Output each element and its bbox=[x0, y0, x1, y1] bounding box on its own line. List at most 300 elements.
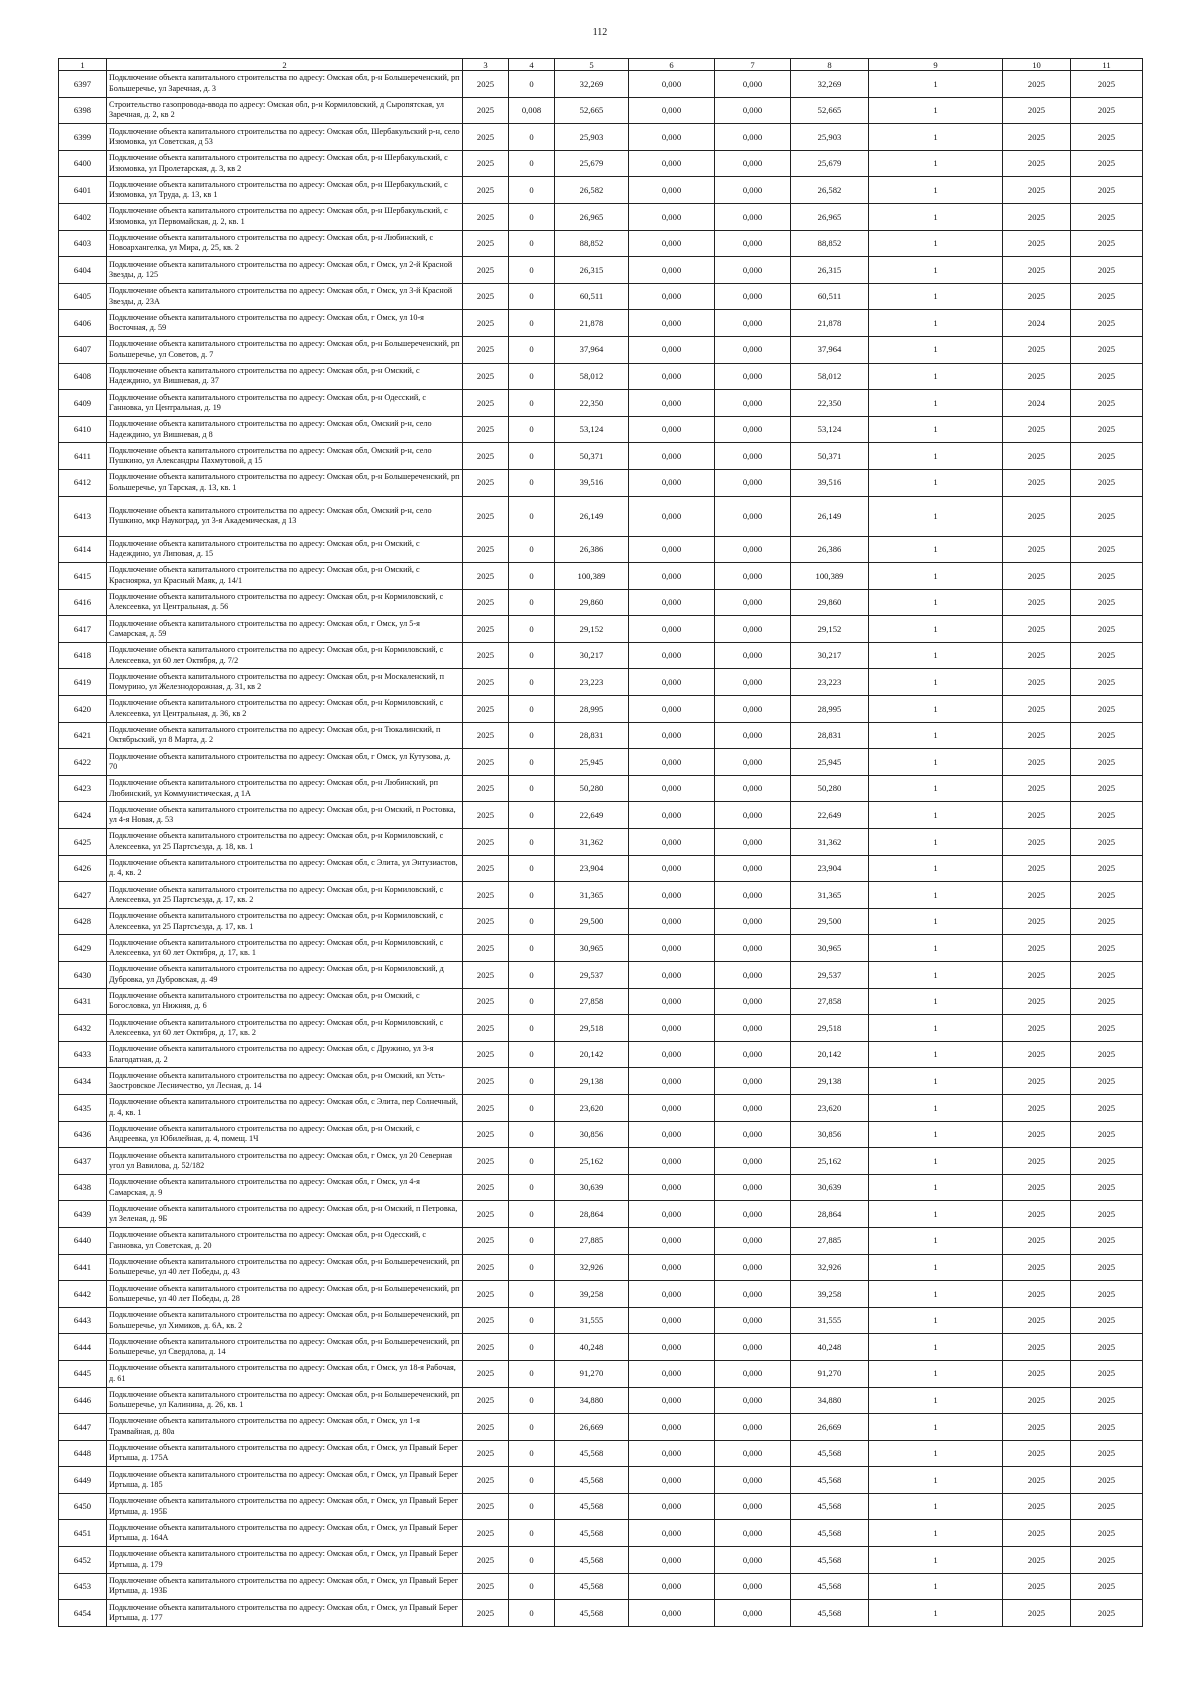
col-5-value: 22,649 bbox=[555, 802, 629, 829]
col-8-value: 45,568 bbox=[791, 1520, 869, 1547]
col-4-value: 0 bbox=[509, 536, 555, 563]
col-7-value: 0,000 bbox=[715, 1227, 791, 1254]
col-3-value: 2025 bbox=[463, 1547, 509, 1574]
col-3-value: 2025 bbox=[463, 283, 509, 310]
col-6-value: 0,000 bbox=[629, 1414, 715, 1441]
table-body bbox=[59, 71, 1143, 1627]
col-4-value: 0 bbox=[509, 855, 555, 882]
table-row bbox=[59, 1174, 1143, 1201]
col-8-value: 39,516 bbox=[791, 469, 869, 496]
col-7-value: 0,000 bbox=[715, 416, 791, 443]
col-11-value: 2025 bbox=[1071, 855, 1143, 882]
col-8-value: 40,248 bbox=[791, 1334, 869, 1361]
col-5-value: 29,860 bbox=[555, 589, 629, 616]
col-4-value: 0 bbox=[509, 496, 555, 536]
col-10-value: 2025 bbox=[1003, 443, 1071, 470]
col-9-value: 1 bbox=[869, 749, 1003, 776]
col-5-value: 50,280 bbox=[555, 775, 629, 802]
col-10-value: 2025 bbox=[1003, 1414, 1071, 1441]
row-number: 6421 bbox=[59, 722, 107, 749]
row-number: 6410 bbox=[59, 416, 107, 443]
col-6-value: 0,000 bbox=[629, 1254, 715, 1281]
col-9-value: 1 bbox=[869, 1520, 1003, 1547]
col-8-value: 45,568 bbox=[791, 1440, 869, 1467]
col-4-value: 0 bbox=[509, 563, 555, 590]
col-3-value: 2025 bbox=[463, 1493, 509, 1520]
col-11-value: 2025 bbox=[1071, 1573, 1143, 1600]
col-11-value: 2025 bbox=[1071, 1547, 1143, 1574]
row-number: 6427 bbox=[59, 882, 107, 909]
object-description: Подключение объекта капитального строительства по адресу: Омская обл, р-н Омский, кп Усть-Заостровское Лесничество, ул Лесная, д. 14 bbox=[107, 1068, 463, 1095]
col-9-value: 1 bbox=[869, 1015, 1003, 1042]
col-11-value: 2025 bbox=[1071, 1121, 1143, 1148]
col-10-value: 2024 bbox=[1003, 390, 1071, 417]
col-6-value: 0,000 bbox=[629, 203, 715, 230]
col-5-value: 32,926 bbox=[555, 1254, 629, 1281]
table-row bbox=[59, 1041, 1143, 1068]
col-8-value: 25,679 bbox=[791, 150, 869, 177]
object-description: Подключение объекта капитального строительства по адресу: Омская обл, р-н Кормиловский, с Алексеевка, ул 60 лет Октября, д. 17, кв. 1 bbox=[107, 935, 463, 962]
col-4-value: 0 bbox=[509, 469, 555, 496]
col-9-value: 1 bbox=[869, 1148, 1003, 1175]
col-9-value: 1 bbox=[869, 1334, 1003, 1361]
col-5-value: 29,500 bbox=[555, 908, 629, 935]
object-description: Подключение объекта капитального строительства по адресу: Омская обл, г Омск, ул 4-я Самарская, д. 9 bbox=[107, 1174, 463, 1201]
col-4-value: 0 bbox=[509, 1174, 555, 1201]
col-7-value: 0,000 bbox=[715, 829, 791, 856]
col-4-value: 0 bbox=[509, 150, 555, 177]
col-10-value: 2025 bbox=[1003, 616, 1071, 643]
object-description: Подключение объекта капитального строительства по адресу: Омская обл, р-н Большереченский, рп Большеречье, ул 40 лет Победы, д. 43 bbox=[107, 1254, 463, 1281]
col-9-value: 1 bbox=[869, 230, 1003, 257]
table-row bbox=[59, 1600, 1143, 1627]
row-number: 6453 bbox=[59, 1573, 107, 1600]
col-5-value: 26,669 bbox=[555, 1414, 629, 1441]
col-3-value: 2025 bbox=[463, 336, 509, 363]
col-9-value: 1 bbox=[869, 1440, 1003, 1467]
col-3-value: 2025 bbox=[463, 469, 509, 496]
col-7-value: 0,000 bbox=[715, 443, 791, 470]
table-row bbox=[59, 882, 1143, 909]
object-description: Подключение объекта капитального строительства по адресу: Омская обл, р-н Кормиловский, с Алексеевка, ул 25 Партсъезда, д. 17, кв. 2 bbox=[107, 882, 463, 909]
col-3-value: 2025 bbox=[463, 363, 509, 390]
col-8-value: 21,878 bbox=[791, 310, 869, 337]
col-4-value: 0 bbox=[509, 642, 555, 669]
col-4-value: 0 bbox=[509, 908, 555, 935]
col-3-value: 2025 bbox=[463, 1148, 509, 1175]
col-10-value: 2025 bbox=[1003, 855, 1071, 882]
col-8-value: 26,315 bbox=[791, 257, 869, 284]
col-10-value: 2025 bbox=[1003, 722, 1071, 749]
row-number: 6413 bbox=[59, 496, 107, 536]
table-row bbox=[59, 1281, 1143, 1308]
col-8-value: 23,223 bbox=[791, 669, 869, 696]
register-table bbox=[58, 58, 1143, 1627]
col-3-value: 2025 bbox=[463, 1201, 509, 1228]
col-4-value: 0 bbox=[509, 962, 555, 989]
col-5-value: 28,995 bbox=[555, 696, 629, 723]
col-11-value: 2025 bbox=[1071, 696, 1143, 723]
col-7-value: 0,000 bbox=[715, 616, 791, 643]
object-description: Подключение объекта капитального строительства по адресу: Омская обл, Омский р-н, село Пушкино, мкр Наукоград, ул 3-я Академическая, д 13 bbox=[107, 496, 463, 536]
table-row bbox=[59, 749, 1143, 776]
col-6-value: 0,000 bbox=[629, 469, 715, 496]
object-description: Подключение объекта капитального строительства по адресу: Омская обл, с Дружино, ул 3-я Благодатная, д. 2 bbox=[107, 1041, 463, 1068]
row-number: 6425 bbox=[59, 829, 107, 856]
col-6-value: 0,000 bbox=[629, 642, 715, 669]
column-header: 11 bbox=[1071, 59, 1143, 71]
col-9-value: 1 bbox=[869, 1094, 1003, 1121]
col-9-value: 1 bbox=[869, 855, 1003, 882]
col-6-value: 0,000 bbox=[629, 855, 715, 882]
object-description: Подключение объекта капитального строительства по адресу: Омская обл, р-н Омский, п Петровка, ул Зеленая, д. 9Б bbox=[107, 1201, 463, 1228]
col-9-value: 1 bbox=[869, 257, 1003, 284]
col-7-value: 0,000 bbox=[715, 802, 791, 829]
col-5-value: 20,142 bbox=[555, 1041, 629, 1068]
col-6-value: 0,000 bbox=[629, 230, 715, 257]
object-description: Подключение объекта капитального строительства по адресу: Омская обл, р-н Одесский, с Ганновка, ул Советская, д. 20 bbox=[107, 1227, 463, 1254]
col-4-value: 0 bbox=[509, 829, 555, 856]
col-6-value: 0,000 bbox=[629, 1387, 715, 1414]
row-number: 6435 bbox=[59, 1094, 107, 1121]
table-row bbox=[59, 775, 1143, 802]
col-5-value: 22,350 bbox=[555, 390, 629, 417]
table-row bbox=[59, 536, 1143, 563]
col-9-value: 1 bbox=[869, 203, 1003, 230]
col-10-value: 2025 bbox=[1003, 230, 1071, 257]
col-3-value: 2025 bbox=[463, 1387, 509, 1414]
row-number: 6402 bbox=[59, 203, 107, 230]
row-number: 6452 bbox=[59, 1547, 107, 1574]
col-5-value: 39,516 bbox=[555, 469, 629, 496]
col-8-value: 25,162 bbox=[791, 1148, 869, 1175]
column-header: 8 bbox=[791, 59, 869, 71]
col-6-value: 0,000 bbox=[629, 310, 715, 337]
col-8-value: 88,852 bbox=[791, 230, 869, 257]
object-description: Подключение объекта капитального строительства по адресу: Омская обл, р-н Москаленский, п Помурино, ул Железнодорожная, д. 31, кв 2 bbox=[107, 669, 463, 696]
col-7-value: 0,000 bbox=[715, 988, 791, 1015]
table-row bbox=[59, 283, 1143, 310]
col-7-value: 0,000 bbox=[715, 536, 791, 563]
col-3-value: 2025 bbox=[463, 749, 509, 776]
col-9-value: 1 bbox=[869, 283, 1003, 310]
table-row bbox=[59, 589, 1143, 616]
col-3-value: 2025 bbox=[463, 642, 509, 669]
col-7-value: 0,000 bbox=[715, 1387, 791, 1414]
col-9-value: 1 bbox=[869, 829, 1003, 856]
col-8-value: 25,945 bbox=[791, 749, 869, 776]
table-row bbox=[59, 642, 1143, 669]
row-number: 6414 bbox=[59, 536, 107, 563]
table-row bbox=[59, 855, 1143, 882]
col-6-value: 0,000 bbox=[629, 1493, 715, 1520]
col-11-value: 2025 bbox=[1071, 257, 1143, 284]
col-5-value: 28,864 bbox=[555, 1201, 629, 1228]
col-9-value: 1 bbox=[869, 1573, 1003, 1600]
col-9-value: 1 bbox=[869, 443, 1003, 470]
row-number: 6433 bbox=[59, 1041, 107, 1068]
row-number: 6428 bbox=[59, 908, 107, 935]
col-6-value: 0,000 bbox=[629, 1440, 715, 1467]
column-header: 4 bbox=[509, 59, 555, 71]
table-row bbox=[59, 1121, 1143, 1148]
object-description: Подключение объекта капитального строительства по адресу: Омская обл, р-н Омский, с Богословка, ул Нижняя, д. 6 bbox=[107, 988, 463, 1015]
col-7-value: 0,000 bbox=[715, 1041, 791, 1068]
col-4-value: 0 bbox=[509, 1094, 555, 1121]
row-number: 6438 bbox=[59, 1174, 107, 1201]
col-6-value: 0,000 bbox=[629, 283, 715, 310]
col-10-value: 2025 bbox=[1003, 1573, 1071, 1600]
col-3-value: 2025 bbox=[463, 1307, 509, 1334]
col-6-value: 0,000 bbox=[629, 336, 715, 363]
col-4-value: 0 bbox=[509, 203, 555, 230]
col-10-value: 2025 bbox=[1003, 988, 1071, 1015]
col-6-value: 0,000 bbox=[629, 1121, 715, 1148]
row-number: 6440 bbox=[59, 1227, 107, 1254]
table-row bbox=[59, 1360, 1143, 1387]
table-row bbox=[59, 1573, 1143, 1600]
col-3-value: 2025 bbox=[463, 1068, 509, 1095]
col-3-value: 2025 bbox=[463, 696, 509, 723]
col-11-value: 2025 bbox=[1071, 496, 1143, 536]
col-5-value: 29,537 bbox=[555, 962, 629, 989]
col-10-value: 2025 bbox=[1003, 829, 1071, 856]
col-10-value: 2025 bbox=[1003, 1387, 1071, 1414]
row-number: 6407 bbox=[59, 336, 107, 363]
col-11-value: 2025 bbox=[1071, 935, 1143, 962]
col-6-value: 0,000 bbox=[629, 536, 715, 563]
row-number: 6450 bbox=[59, 1493, 107, 1520]
table-row bbox=[59, 696, 1143, 723]
col-11-value: 2025 bbox=[1071, 1174, 1143, 1201]
col-4-value: 0 bbox=[509, 1387, 555, 1414]
col-4-value: 0 bbox=[509, 1414, 555, 1441]
row-number: 6423 bbox=[59, 775, 107, 802]
table-row bbox=[59, 1307, 1143, 1334]
col-3-value: 2025 bbox=[463, 1121, 509, 1148]
row-number: 6401 bbox=[59, 177, 107, 204]
col-7-value: 0,000 bbox=[715, 1015, 791, 1042]
col-6-value: 0,000 bbox=[629, 775, 715, 802]
col-4-value: 0 bbox=[509, 1227, 555, 1254]
col-9-value: 1 bbox=[869, 390, 1003, 417]
object-description: Подключение объекта капитального строительства по адресу: Омская обл, с Элита, пер Солнечный, д. 4, кв. 1 bbox=[107, 1094, 463, 1121]
col-10-value: 2025 bbox=[1003, 150, 1071, 177]
object-description: Подключение объекта капитального строительства по адресу: Омская обл, Омский р-н, село Надеждино, ул Вишневая, д 8 bbox=[107, 416, 463, 443]
col-9-value: 1 bbox=[869, 1068, 1003, 1095]
column-header: 9 bbox=[869, 59, 1003, 71]
col-9-value: 1 bbox=[869, 1254, 1003, 1281]
col-6-value: 0,000 bbox=[629, 416, 715, 443]
col-4-value: 0 bbox=[509, 1281, 555, 1308]
col-6-value: 0,000 bbox=[629, 390, 715, 417]
col-6-value: 0,000 bbox=[629, 1334, 715, 1361]
col-10-value: 2025 bbox=[1003, 1094, 1071, 1121]
row-number: 6411 bbox=[59, 443, 107, 470]
col-11-value: 2025 bbox=[1071, 390, 1143, 417]
col-9-value: 1 bbox=[869, 1387, 1003, 1414]
row-number: 6399 bbox=[59, 124, 107, 151]
col-11-value: 2025 bbox=[1071, 97, 1143, 124]
col-9-value: 1 bbox=[869, 97, 1003, 124]
object-description: Подключение объекта капитального строительства по адресу: Омская обл, р-н Омский, с Надеждино, ул Вишневая, д. 37 bbox=[107, 363, 463, 390]
row-number: 6422 bbox=[59, 749, 107, 776]
row-number: 6409 bbox=[59, 390, 107, 417]
col-6-value: 0,000 bbox=[629, 257, 715, 284]
column-header: 1 bbox=[59, 59, 107, 71]
col-7-value: 0,000 bbox=[715, 669, 791, 696]
col-9-value: 1 bbox=[869, 1547, 1003, 1574]
object-description: Подключение объекта капитального строительства по адресу: Омская обл, г Омск, ул Правый Берег Иртыша, д. 195Б bbox=[107, 1493, 463, 1520]
col-4-value: 0 bbox=[509, 363, 555, 390]
col-3-value: 2025 bbox=[463, 390, 509, 417]
col-9-value: 1 bbox=[869, 722, 1003, 749]
row-number: 6418 bbox=[59, 642, 107, 669]
col-9-value: 1 bbox=[869, 908, 1003, 935]
col-5-value: 26,965 bbox=[555, 203, 629, 230]
table-row bbox=[59, 1440, 1143, 1467]
col-10-value: 2025 bbox=[1003, 124, 1071, 151]
col-5-value: 30,217 bbox=[555, 642, 629, 669]
col-11-value: 2025 bbox=[1071, 1493, 1143, 1520]
col-7-value: 0,000 bbox=[715, 749, 791, 776]
col-8-value: 50,280 bbox=[791, 775, 869, 802]
object-description: Подключение объекта капитального строительства по адресу: Омская обл, г Омск, ул 10-я Восточная, д. 59 bbox=[107, 310, 463, 337]
table-row bbox=[59, 150, 1143, 177]
col-7-value: 0,000 bbox=[715, 563, 791, 590]
col-6-value: 0,000 bbox=[629, 1360, 715, 1387]
col-7-value: 0,000 bbox=[715, 1254, 791, 1281]
col-4-value: 0 bbox=[509, 1121, 555, 1148]
column-header: 6 bbox=[629, 59, 715, 71]
col-7-value: 0,000 bbox=[715, 962, 791, 989]
col-10-value: 2025 bbox=[1003, 696, 1071, 723]
table-row bbox=[59, 203, 1143, 230]
object-description: Подключение объекта капитального строительства по адресу: Омская обл, с Элита, ул Энтузиастов, д. 4, кв. 2 bbox=[107, 855, 463, 882]
col-10-value: 2025 bbox=[1003, 775, 1071, 802]
col-7-value: 0,000 bbox=[715, 642, 791, 669]
col-3-value: 2025 bbox=[463, 935, 509, 962]
col-11-value: 2025 bbox=[1071, 988, 1143, 1015]
col-5-value: 26,149 bbox=[555, 496, 629, 536]
object-description: Подключение объекта капитального строительства по адресу: Омская обл, р-н Любинский, рп Любинский, ул Коммунистическая, д 1А bbox=[107, 775, 463, 802]
col-10-value: 2025 bbox=[1003, 1068, 1071, 1095]
col-8-value: 26,386 bbox=[791, 536, 869, 563]
object-description: Подключение объекта капитального строительства по адресу: Омская обл, р-н Большереченский, рп Большеречье, ул Химиков, д. 6А, кв. 2 bbox=[107, 1307, 463, 1334]
col-11-value: 2025 bbox=[1071, 1520, 1143, 1547]
row-number: 6454 bbox=[59, 1600, 107, 1627]
row-number: 6444 bbox=[59, 1334, 107, 1361]
col-4-value: 0 bbox=[509, 416, 555, 443]
col-11-value: 2025 bbox=[1071, 443, 1143, 470]
col-8-value: 23,904 bbox=[791, 855, 869, 882]
col-3-value: 2025 bbox=[463, 1254, 509, 1281]
col-8-value: 52,665 bbox=[791, 97, 869, 124]
col-7-value: 0,000 bbox=[715, 1440, 791, 1467]
table-row bbox=[59, 1467, 1143, 1494]
col-10-value: 2025 bbox=[1003, 1227, 1071, 1254]
col-4-value: 0 bbox=[509, 230, 555, 257]
object-description: Подключение объекта капитального строительства по адресу: Омская обл, р-н Кормиловский, с Алексеевка, ул Центральная, д. 56 bbox=[107, 589, 463, 616]
col-4-value: 0 bbox=[509, 988, 555, 1015]
table-row bbox=[59, 177, 1143, 204]
object-description: Подключение объекта капитального строительства по адресу: Омская обл, г Омск, ул Кутузова, д. 70 bbox=[107, 749, 463, 776]
col-9-value: 1 bbox=[869, 775, 1003, 802]
col-7-value: 0,000 bbox=[715, 71, 791, 98]
col-11-value: 2025 bbox=[1071, 416, 1143, 443]
col-11-value: 2025 bbox=[1071, 1414, 1143, 1441]
row-number: 6449 bbox=[59, 1467, 107, 1494]
col-5-value: 45,568 bbox=[555, 1573, 629, 1600]
col-4-value: 0 bbox=[509, 71, 555, 98]
col-7-value: 0,000 bbox=[715, 1414, 791, 1441]
col-9-value: 1 bbox=[869, 642, 1003, 669]
col-10-value: 2025 bbox=[1003, 1467, 1071, 1494]
row-number: 6415 bbox=[59, 563, 107, 590]
col-11-value: 2025 bbox=[1071, 1387, 1143, 1414]
col-8-value: 26,582 bbox=[791, 177, 869, 204]
col-8-value: 30,217 bbox=[791, 642, 869, 669]
col-9-value: 1 bbox=[869, 589, 1003, 616]
col-3-value: 2025 bbox=[463, 1041, 509, 1068]
col-11-value: 2025 bbox=[1071, 669, 1143, 696]
col-10-value: 2025 bbox=[1003, 1547, 1071, 1574]
col-7-value: 0,000 bbox=[715, 1121, 791, 1148]
col-8-value: 29,138 bbox=[791, 1068, 869, 1095]
col-5-value: 40,248 bbox=[555, 1334, 629, 1361]
col-10-value: 2025 bbox=[1003, 1334, 1071, 1361]
row-number: 6419 bbox=[59, 669, 107, 696]
table-row bbox=[59, 1227, 1143, 1254]
table-row bbox=[59, 1015, 1143, 1042]
col-3-value: 2025 bbox=[463, 908, 509, 935]
col-8-value: 37,964 bbox=[791, 336, 869, 363]
col-7-value: 0,000 bbox=[715, 1547, 791, 1574]
col-10-value: 2025 bbox=[1003, 1600, 1071, 1627]
object-description: Подключение объекта капитального строительства по адресу: Омская обл, г Омск, ул Правый Берег Иртыша, д. 177 bbox=[107, 1600, 463, 1627]
object-description: Подключение объекта капитального строительства по адресу: Омская обл, р-н Большереченский, рп Большеречье, ул 40 лет Победы, д. 28 bbox=[107, 1281, 463, 1308]
row-number: 6443 bbox=[59, 1307, 107, 1334]
col-3-value: 2025 bbox=[463, 177, 509, 204]
col-11-value: 2025 bbox=[1071, 336, 1143, 363]
table-row bbox=[59, 908, 1143, 935]
page-number: 112 bbox=[592, 27, 608, 38]
row-number: 6447 bbox=[59, 1414, 107, 1441]
col-7-value: 0,000 bbox=[715, 1573, 791, 1600]
table-row bbox=[59, 1201, 1143, 1228]
col-8-value: 34,880 bbox=[791, 1387, 869, 1414]
col-3-value: 2025 bbox=[463, 802, 509, 829]
col-3-value: 2025 bbox=[463, 97, 509, 124]
col-6-value: 0,000 bbox=[629, 696, 715, 723]
col-6-value: 0,000 bbox=[629, 443, 715, 470]
col-6-value: 0,000 bbox=[629, 669, 715, 696]
col-5-value: 23,223 bbox=[555, 669, 629, 696]
col-5-value: 31,555 bbox=[555, 1307, 629, 1334]
col-6-value: 0,000 bbox=[629, 1467, 715, 1494]
col-3-value: 2025 bbox=[463, 1520, 509, 1547]
col-8-value: 27,885 bbox=[791, 1227, 869, 1254]
col-3-value: 2025 bbox=[463, 563, 509, 590]
col-5-value: 26,315 bbox=[555, 257, 629, 284]
row-number: 6439 bbox=[59, 1201, 107, 1228]
col-4-value: 0 bbox=[509, 1547, 555, 1574]
col-5-value: 25,679 bbox=[555, 150, 629, 177]
col-4-value: 0 bbox=[509, 257, 555, 284]
col-6-value: 0,000 bbox=[629, 749, 715, 776]
col-5-value: 23,904 bbox=[555, 855, 629, 882]
table-row bbox=[59, 829, 1143, 856]
